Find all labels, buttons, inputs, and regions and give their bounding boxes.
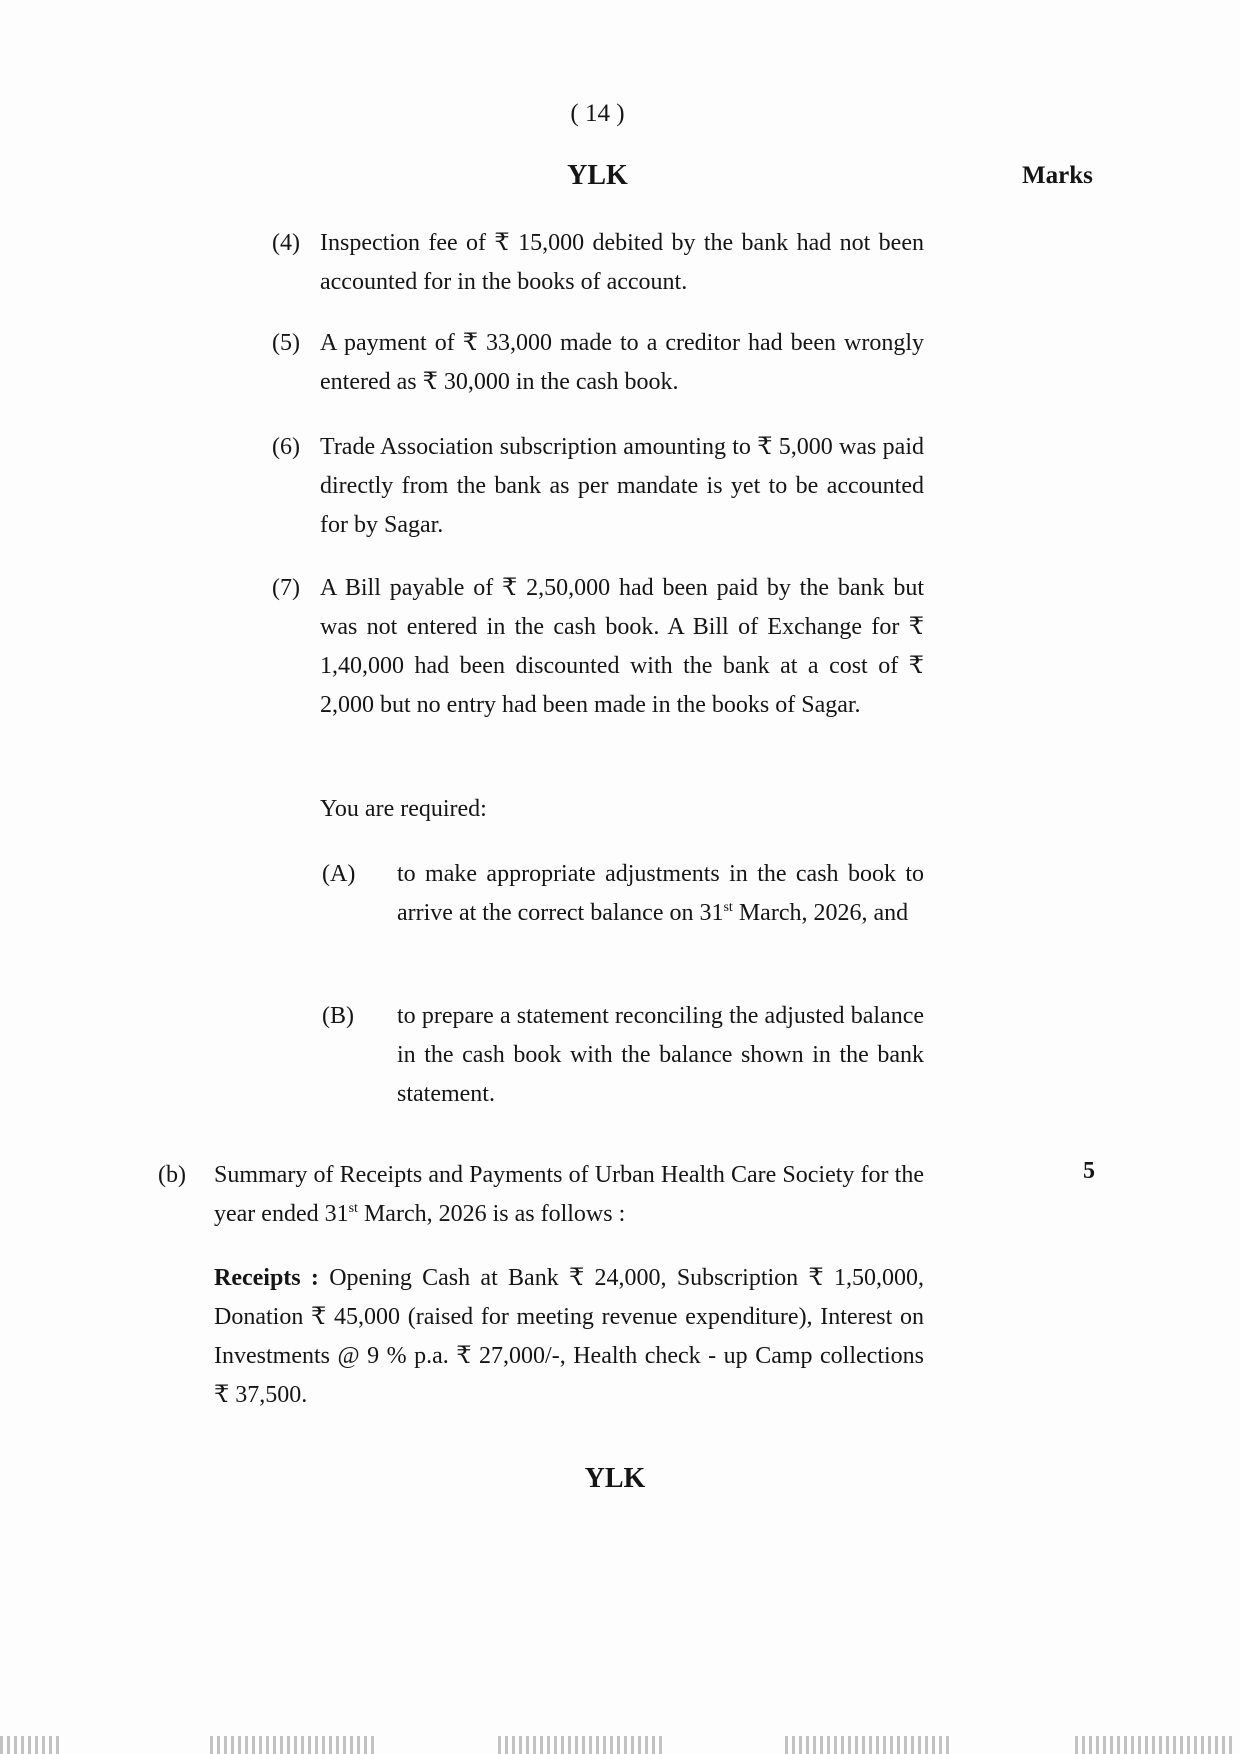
item-number: (6) (272, 434, 300, 460)
paper-code: YLK (567, 160, 628, 191)
requirement-label: (B) (322, 1003, 354, 1029)
scan-artifact (785, 1736, 950, 1754)
required-intro-text: You are required: (320, 796, 487, 822)
item-5 (272, 324, 924, 402)
item-number: (4) (272, 230, 300, 256)
part-label: (b) (158, 1162, 186, 1188)
footer-paper-code: YLK (584, 1463, 646, 1494)
item-text: A Bill payable of ₹ 2,50,000 had been paid by the bank but was not entered in the cash book. A Bill of Exchange for ₹ 1,40,000 had been discounted with the bank at a cost of ₹ 2,000 but no entry had been made in the books of Sagar. (320, 575, 924, 718)
receipts-paragraph (214, 1259, 924, 1415)
scan-artifact (210, 1736, 375, 1754)
item-text: Inspection fee of ₹ 15,000 debited by the bank had not been accounted for in the books of account. (320, 230, 924, 295)
item-7 (272, 569, 924, 725)
item-4 (272, 224, 924, 302)
question-part-b (158, 1156, 924, 1234)
receipts-text: Opening Cash at Bank ₹ 24,000, Subscription ₹ 1,50,000, Donation ₹ 45,000 (raised for meeting revenue expenditure), Interest on Investments @ 9 % p.a. ₹ 27,000/-, Health check - up Camp collections ₹ 37,500. (214, 1265, 924, 1408)
requirement-text: to prepare a statement reconciling the adjusted balance in the cash book with the balance shown in the bank statement. (397, 1003, 924, 1107)
requirement-label: (A) (322, 861, 356, 887)
item-text: Trade Association subscription amounting to ₹ 5,000 was paid directly from the bank as per mandate is yet to be accounted for by Sagar. (320, 434, 924, 538)
scan-artifact (0, 1736, 60, 1754)
scan-artifact (498, 1736, 663, 1754)
item-6 (272, 428, 924, 545)
item-number: (5) (272, 330, 300, 356)
item-text: A payment of ₹ 33,000 made to a creditor had been wrongly entered as ₹ 30,000 in the cash book. (320, 330, 924, 395)
page-number: ( 14 ) (570, 100, 625, 127)
marks-column-heading: Marks (1022, 162, 1093, 189)
required-intro (272, 790, 924, 829)
requirement-b (322, 997, 924, 1114)
part-b-text: Summary of Receipts and Payments of Urban Health Care Society for the year ended 31st March, 2026 is as follows : (214, 1162, 924, 1227)
item-number: (7) (272, 575, 300, 601)
requirement-a (322, 855, 924, 933)
scan-artifact (1075, 1736, 1235, 1754)
requirement-text: to make appropriate adjustments in the cash book to arrive at the correct balance on 31st March, 2026, and (397, 861, 924, 926)
receipts-label: Receipts : (214, 1265, 319, 1291)
part-b-marks: 5 (1083, 1158, 1095, 1184)
